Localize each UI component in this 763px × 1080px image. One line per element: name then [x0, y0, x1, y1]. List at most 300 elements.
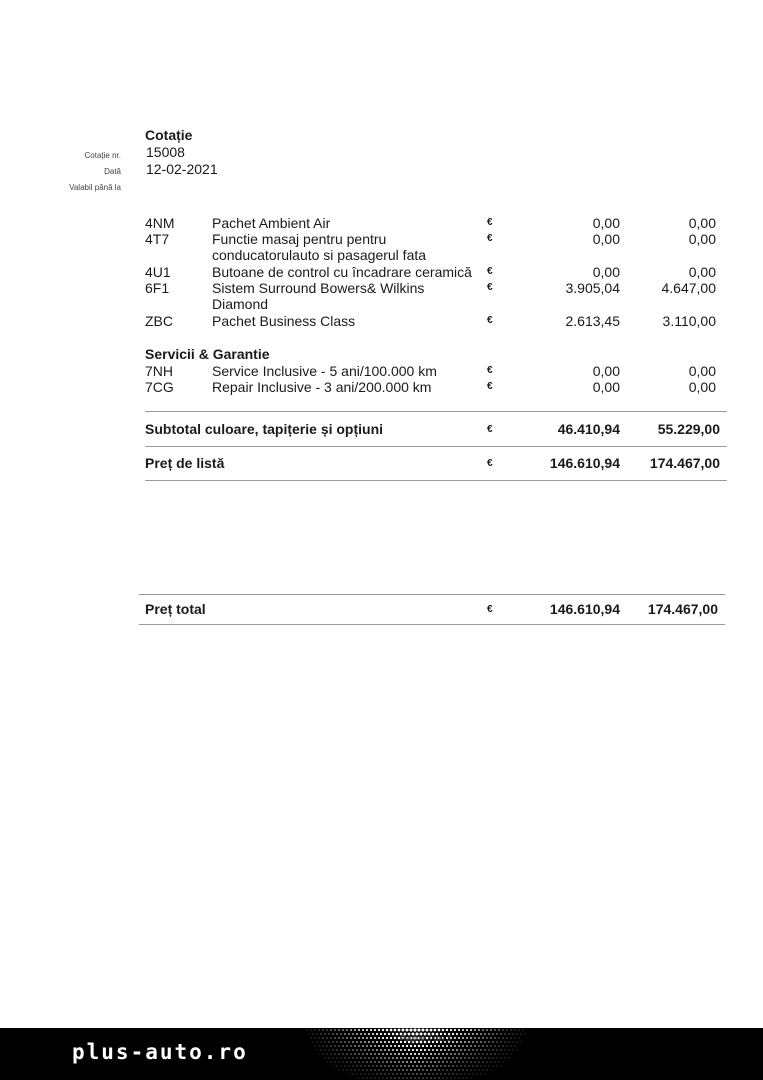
halftone-dot: [458, 1037, 460, 1039]
halftone-dot: [414, 1045, 416, 1047]
halftone-dot: [354, 1029, 356, 1031]
halftone-dot: [442, 1069, 443, 1070]
halftone-dot: [342, 1037, 343, 1038]
halftone-dot: [515, 1030, 516, 1031]
halftone-dot: [421, 1028, 424, 1031]
halftone-dot: [472, 1041, 474, 1043]
halftone-dot: [368, 1049, 370, 1051]
halftone-dot: [438, 1029, 441, 1032]
halftone-dot: [424, 1073, 425, 1074]
halftone-dot: [444, 1057, 446, 1059]
halftone-dot: [394, 1029, 397, 1032]
halftone-dot: [315, 1046, 316, 1047]
halftone-dot: [360, 1057, 361, 1058]
halftone-dot: [398, 1069, 399, 1070]
halftone-dot: [462, 1061, 463, 1062]
halftone-dot: [474, 1045, 475, 1046]
halftone-dot: [480, 1033, 482, 1035]
halftone-dot: [438, 1069, 439, 1070]
halftone-dot: [452, 1033, 454, 1035]
halftone-dot: [521, 1034, 522, 1035]
halftone-dot: [351, 1070, 352, 1071]
halftone-dot: [426, 1061, 428, 1063]
halftone-dot: [341, 1066, 342, 1067]
halftone-dot: [362, 1053, 363, 1054]
halftone-dot: [354, 1045, 355, 1046]
halftone-dot: [358, 1045, 359, 1046]
halftone-dot: [386, 1045, 388, 1047]
halftone-dot: [325, 1050, 326, 1051]
halftone-dot: [458, 1053, 459, 1054]
halftone-dot: [499, 1046, 500, 1047]
brand-logo: plus-auto.ro: [72, 1040, 248, 1064]
halftone-dot: [475, 1062, 476, 1063]
halftone-dot: [396, 1049, 398, 1051]
halftone-dot: [468, 1049, 469, 1050]
halftone-dot: [398, 1053, 400, 1055]
halftone-dot: [353, 1074, 354, 1075]
halftone-dot: [375, 1078, 376, 1079]
halftone-dot: [424, 1049, 426, 1051]
option-gross-price: 0,00: [688, 215, 716, 231]
halftone-dot: [444, 1049, 446, 1051]
currency-symbol: €: [487, 266, 493, 277]
halftone-dot: [447, 1078, 448, 1079]
halftone-dot: [476, 1049, 477, 1050]
quote-number-label: Cotație nr.: [84, 151, 121, 160]
halftone-dot: [456, 1065, 457, 1066]
halftone-dot: [482, 1037, 483, 1038]
halftone-dot: [432, 1049, 434, 1051]
halftone-dot: [385, 1074, 386, 1075]
halftone-dot: [371, 1070, 372, 1071]
date-value: 12-02-2021: [146, 161, 218, 177]
halftone-dot: [410, 1061, 412, 1063]
option-code: 4U1: [145, 264, 171, 280]
halftone-dot: [469, 1074, 470, 1075]
halftone-dot: [468, 1033, 470, 1035]
halftone-dot: [477, 1074, 478, 1075]
halftone-dot: [356, 1041, 358, 1043]
halftone-dot: [511, 1030, 512, 1031]
halftone-dot: [489, 1066, 490, 1067]
currency-symbol: €: [487, 315, 493, 326]
halftone-dot: [434, 1069, 435, 1070]
halftone-dot: [405, 1028, 408, 1031]
halftone-dot: [412, 1073, 413, 1074]
halftone-dot: [394, 1069, 395, 1070]
halftone-dot: [456, 1049, 458, 1051]
halftone-dot: [354, 1053, 355, 1054]
halftone-dot: [340, 1049, 341, 1050]
halftone-dot: [408, 1065, 410, 1067]
option-gross-price: 3.110,00: [662, 313, 716, 329]
halftone-dot: [414, 1069, 415, 1070]
halftone-dot: [374, 1029, 376, 1031]
halftone-dot: [368, 1033, 370, 1035]
halftone-dot: [395, 1078, 396, 1079]
halftone-dot: [484, 1041, 485, 1042]
halftone-dot: [406, 1045, 408, 1047]
halftone-dot: [468, 1057, 469, 1058]
halftone-dot: [413, 1028, 416, 1031]
halftone-dot: [353, 1066, 354, 1067]
halftone-dot: [406, 1069, 407, 1070]
halftone-dot: [418, 1061, 420, 1063]
option-description: Pachet Ambient Air: [212, 215, 331, 231]
halftone-dot: [484, 1049, 485, 1050]
halftone-dot: [479, 1062, 480, 1063]
halftone-dot: [384, 1065, 385, 1066]
halftone-dot: [322, 1029, 323, 1030]
halftone-dot: [416, 1073, 417, 1074]
date-label: Dată: [104, 167, 121, 176]
halftone-dot: [346, 1037, 347, 1038]
halftone-dot: [364, 1033, 366, 1035]
halftone-dot: [325, 1042, 326, 1043]
halftone-dot: [434, 1061, 436, 1063]
halftone-dot: [392, 1033, 394, 1035]
halftone-dot: [366, 1045, 368, 1047]
halftone-dot: [378, 1045, 380, 1047]
currency-symbol: €: [487, 381, 493, 392]
halftone-dot: [474, 1053, 475, 1054]
halftone-dot: [309, 1034, 310, 1035]
halftone-dot: [476, 1041, 478, 1043]
halftone-dot: [396, 1033, 399, 1036]
halftone-dot: [416, 1049, 418, 1051]
halftone-dot: [345, 1058, 346, 1059]
halftone-dot: [454, 1061, 455, 1062]
halftone-dot: [321, 1042, 322, 1043]
halftone-dot: [317, 1034, 318, 1035]
halftone-dot: [384, 1057, 386, 1059]
halftone-dot: [517, 1042, 518, 1043]
halftone-dot: [428, 1057, 430, 1059]
subtotal-row: [145, 412, 727, 446]
halftone-dot: [317, 1042, 318, 1043]
halftone-dot: [376, 1057, 377, 1058]
halftone-dot: [462, 1053, 463, 1054]
halftone-dot: [384, 1033, 386, 1035]
halftone-dot: [503, 1054, 504, 1055]
halftone-dot: [366, 1053, 367, 1054]
halftone-dot: [478, 1045, 479, 1046]
halftone-dot: [350, 1037, 352, 1039]
halftone-dot: [417, 1028, 420, 1031]
halftone-dot: [374, 1037, 376, 1039]
halftone-dot: [460, 1041, 462, 1043]
halftone-dot: [350, 1045, 351, 1046]
halftone-dot: [339, 1070, 340, 1071]
halftone-dot: [389, 1074, 390, 1075]
halftone-dot: [416, 1057, 418, 1059]
halftone-dot: [494, 1037, 495, 1038]
halftone-dot: [333, 1058, 334, 1059]
halftone-dot: [311, 1030, 312, 1031]
halftone-dot: [426, 1069, 427, 1070]
halftone-dot: [428, 1049, 430, 1051]
halftone-dot: [340, 1033, 341, 1034]
halftone-dot: [408, 1049, 410, 1051]
halftone-dot: [380, 1041, 382, 1043]
halftone-dot: [498, 1037, 499, 1038]
halftone-dot: [331, 1054, 332, 1055]
halftone-dot: [481, 1074, 482, 1075]
halftone-dot: [474, 1037, 476, 1039]
halftone-dot: [362, 1029, 364, 1031]
halftone-dot: [509, 1050, 510, 1051]
halftone-dot: [402, 1069, 403, 1070]
halftone-dot: [513, 1050, 514, 1051]
service-net-price: 0,00: [592, 379, 620, 395]
halftone-dot: [321, 1034, 322, 1035]
halftone-dot: [364, 1057, 365, 1058]
halftone-dot: [362, 1045, 364, 1047]
halftone-dot: [492, 1041, 493, 1042]
halftone-dot: [490, 1045, 491, 1046]
halftone-dot: [519, 1030, 520, 1031]
halftone-dot: [352, 1057, 353, 1058]
halftone-dot: [509, 1058, 510, 1059]
halftone-dot: [438, 1053, 440, 1055]
halftone-dot: [444, 1065, 445, 1066]
halftone-dot: [332, 1033, 333, 1034]
halftone-dot: [440, 1065, 441, 1066]
halftone-dot: [487, 1062, 488, 1063]
halftone-dot: [509, 1042, 510, 1043]
divider: [139, 624, 725, 625]
halftone-dot: [400, 1073, 401, 1074]
halftone-dot: [328, 1033, 329, 1034]
service-description: Repair Inclusive - 3 ani/200.000 km: [212, 379, 432, 395]
halftone-dot: [450, 1053, 452, 1055]
halftone-dot: [515, 1038, 516, 1039]
halftone-dot: [477, 1066, 478, 1067]
halftone-dot: [503, 1062, 504, 1063]
halftone-dot: [484, 1033, 486, 1035]
halftone-dot: [523, 1030, 524, 1031]
halftone-dot: [331, 1062, 332, 1063]
halftone-dot: [422, 1069, 423, 1070]
halftone-dot: [509, 1034, 510, 1035]
halftone-dot: [430, 1029, 433, 1032]
halftone-dot: [334, 1029, 335, 1030]
halftone-dot: [356, 1049, 357, 1050]
halftone-dot: [515, 1046, 516, 1047]
halftone-dot: [378, 1061, 379, 1062]
halftone-dot: [330, 1029, 331, 1030]
halftone-dot: [399, 1078, 400, 1079]
option-net-price: 3.905,04: [565, 280, 620, 296]
halftone-dot: [489, 1058, 490, 1059]
halftone-dot: [372, 1065, 373, 1066]
halftone-dot: [449, 1074, 450, 1075]
halftone-dot: [387, 1078, 388, 1079]
halftone-dot: [343, 1062, 344, 1063]
halftone-dot: [360, 1049, 361, 1050]
currency-symbol: €: [487, 217, 493, 228]
halftone-dot: [420, 1049, 422, 1051]
halftone-dot: [380, 1057, 381, 1058]
halftone-dot: [521, 1042, 522, 1043]
halftone-dot: [491, 1062, 492, 1063]
halftone-dot: [466, 1045, 468, 1047]
halftone-dot: [329, 1058, 330, 1059]
halftone-dot: [458, 1045, 460, 1047]
currency-symbol: €: [487, 604, 493, 615]
halftone-dot: [400, 1065, 401, 1066]
subtotal-net: 46.410,94: [557, 421, 620, 437]
halftone-dot: [442, 1045, 444, 1047]
halftone-dot: [388, 1065, 389, 1066]
halftone-dot: [344, 1041, 345, 1042]
halftone-dot: [505, 1050, 506, 1051]
halftone-dot: [336, 1033, 337, 1034]
option-net-price: 2.613,45: [565, 313, 620, 329]
halftone-dot: [366, 1061, 367, 1062]
halftone-dot: [398, 1061, 400, 1063]
halftone-dot: [406, 1053, 408, 1055]
list-price-row: [145, 446, 727, 480]
halftone-dot: [487, 1070, 488, 1071]
halftone-dot: [472, 1033, 474, 1035]
halftone-dot: [454, 1029, 456, 1031]
halftone-dot: [338, 1045, 339, 1046]
halftone-dot: [319, 1030, 320, 1031]
halftone-dot: [386, 1069, 387, 1070]
halftone-dot: [431, 1078, 432, 1079]
currency-symbol: €: [487, 458, 493, 469]
halftone-dot: [423, 1078, 424, 1079]
halftone-dot: [348, 1033, 350, 1035]
halftone-dot: [478, 1053, 479, 1054]
halftone-dot: [358, 1053, 359, 1054]
halftone-dot: [442, 1053, 444, 1055]
halftone-dot: [483, 1070, 484, 1071]
halftone-dot: [473, 1074, 474, 1075]
halftone-dot: [372, 1041, 374, 1043]
halftone-dot: [392, 1057, 394, 1059]
halftone-dot: [460, 1057, 461, 1058]
halftone-dot: [323, 1038, 324, 1039]
halftone-dot: [400, 1057, 402, 1059]
service-code: 7CG: [145, 379, 174, 395]
halftone-dot: [485, 1066, 486, 1067]
halftone-dot: [404, 1057, 406, 1059]
halftone-dot: [416, 1065, 418, 1067]
halftone-dot: [502, 1029, 503, 1030]
halftone-dot: [418, 1069, 419, 1070]
halftone-dot: [465, 1074, 466, 1075]
halftone-dot: [365, 1066, 366, 1067]
halftone-dot: [505, 1042, 506, 1043]
halftone-dot: [450, 1045, 452, 1047]
halftone-dot: [488, 1041, 489, 1042]
halftone-dot: [348, 1041, 349, 1042]
halftone-dot: [380, 1033, 382, 1035]
halftone-dot: [390, 1061, 391, 1062]
option-net-price: 0,00: [592, 264, 620, 280]
halftone-dot: [358, 1061, 359, 1062]
halftone-dot: [376, 1041, 378, 1043]
halftone-dot: [438, 1045, 440, 1047]
halftone-dot: [422, 1053, 424, 1055]
halftone-dot: [474, 1029, 476, 1031]
halftone-dot: [327, 1038, 328, 1039]
halftone-dot: [459, 1070, 460, 1071]
halftone-dot: [496, 1041, 497, 1042]
halftone-dot: [398, 1045, 400, 1047]
halftone-dot: [339, 1062, 340, 1063]
halftone-dot: [450, 1069, 451, 1070]
halftone-dot: [400, 1049, 402, 1051]
halftone-dot: [382, 1037, 384, 1039]
halftone-dot: [485, 1074, 486, 1075]
halftone-dot: [388, 1057, 390, 1059]
halftone-dot: [435, 1078, 436, 1079]
halftone-dot: [364, 1041, 366, 1043]
halftone-dot: [392, 1065, 393, 1066]
halftone-dot: [367, 1070, 368, 1071]
halftone-dot: [338, 1037, 339, 1038]
halftone-dot: [319, 1054, 320, 1055]
halftone-dot: [403, 1078, 404, 1079]
option-code: 4T7: [145, 231, 170, 247]
halftone-dot: [331, 1046, 332, 1047]
halftone-dot: [350, 1053, 351, 1054]
valid-until-label: Valabil până la: [69, 183, 121, 192]
halftone-dot: [472, 1057, 473, 1058]
halftone-dot: [468, 1041, 470, 1043]
halftone-dot: [336, 1041, 337, 1042]
halftone-dot: [307, 1030, 308, 1031]
halftone-dot: [476, 1057, 477, 1058]
subtotal-gross: 55.229,00: [657, 421, 720, 437]
halftone-dot: [315, 1030, 316, 1031]
halftone-dot: [466, 1037, 468, 1039]
halftone-dot: [446, 1029, 448, 1031]
halftone-dot: [325, 1058, 326, 1059]
list-price-gross: 174.467,00: [649, 455, 720, 471]
halftone-dot: [374, 1045, 376, 1047]
halftone-dot: [500, 1041, 501, 1042]
halftone-dot: [460, 1033, 462, 1035]
halftone-dot: [507, 1054, 508, 1055]
halftone-dot: [426, 1029, 429, 1032]
halftone-dot: [434, 1053, 436, 1055]
halftone-dot: [440, 1049, 442, 1051]
halftone-dot: [410, 1069, 411, 1070]
halftone-dot: [456, 1057, 457, 1058]
halftone-dot: [382, 1045, 384, 1047]
halftone-dot: [478, 1037, 480, 1039]
halftone-dot: [390, 1037, 392, 1039]
halftone-dot: [461, 1074, 462, 1075]
halftone-dot: [388, 1049, 390, 1051]
halftone-dot: [420, 1065, 422, 1067]
halftone-dot: [342, 1029, 344, 1031]
halftone-dot: [330, 1037, 331, 1038]
halftone-dot: [327, 1062, 328, 1063]
halftone-dot: [420, 1057, 422, 1059]
halftone-dot: [501, 1066, 502, 1067]
halftone-dot: [379, 1078, 380, 1079]
halftone-dot: [344, 1033, 345, 1034]
halftone-dot: [436, 1073, 437, 1074]
halftone-dot: [525, 1034, 526, 1035]
halftone-dot: [378, 1037, 380, 1039]
